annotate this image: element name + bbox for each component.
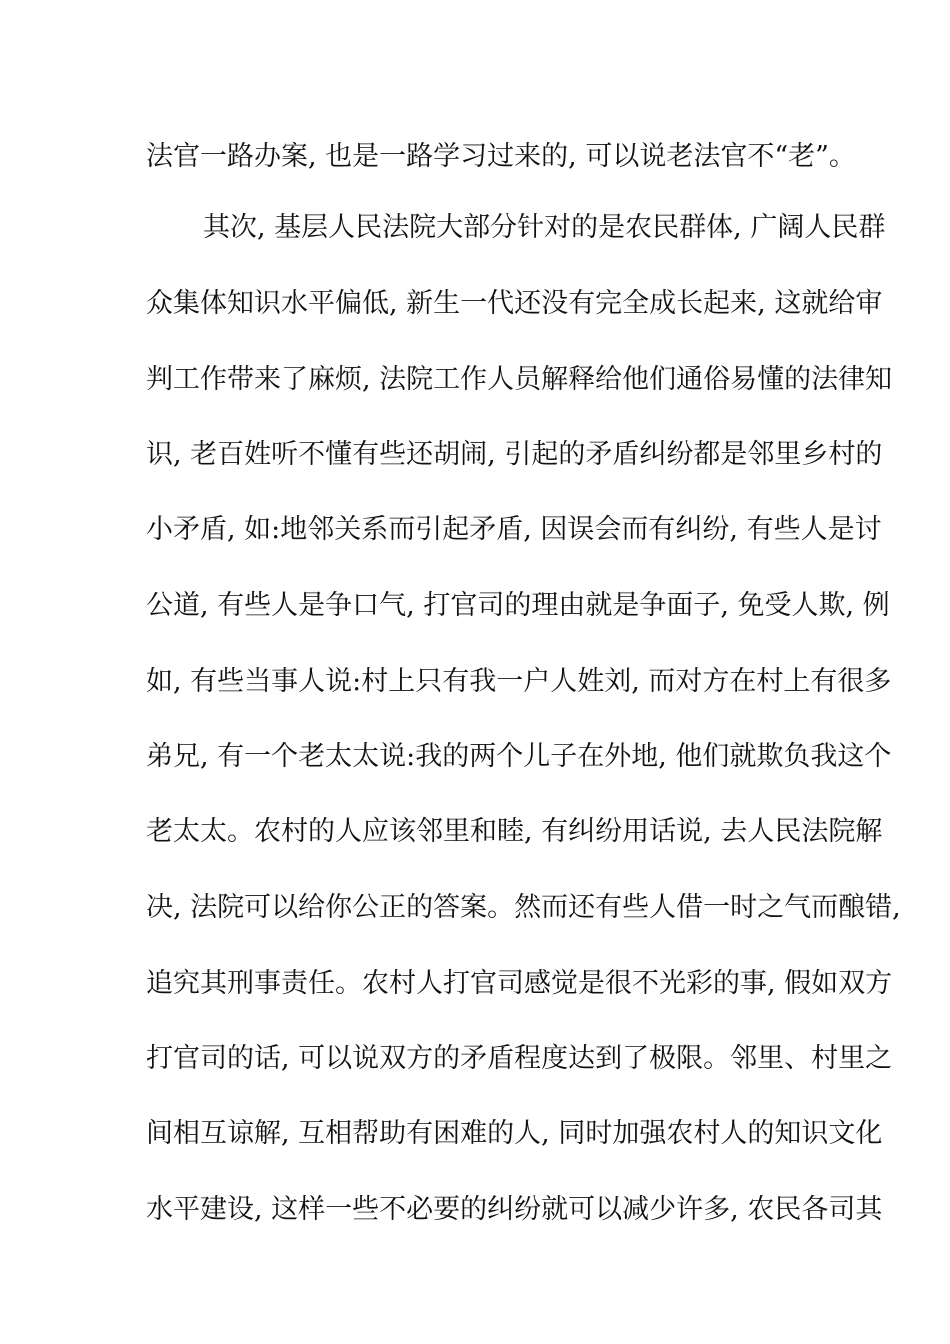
paragraph-line-13: 打官司的话, 可以说双方的矛盾程度达到了极限。邻里、村里之 [146, 1043, 893, 1074]
paragraph-line-10: 老太太。农村的人应该邻里和睦, 有纠纷用话说, 去人民法院解 [146, 816, 883, 847]
paragraph-line-14: 间相互谅解, 互相帮助有困难的人, 同时加强农村人的知识文化 [146, 1118, 883, 1149]
paragraph-line-6: 小矛盾, 如:地邻关系而引起矛盾, 因误会而有纠纷, 有些人是讨 [146, 514, 882, 545]
paragraph-line-4: 判工作带来了麻烦, 法院工作人员解释给他们通俗易懂的法律知 [146, 364, 893, 395]
paragraph-line-11: 决, 法院可以给你公正的答案。然而还有些人借一时之气而酿错, [146, 892, 901, 923]
paragraph-line-15: 水平建设, 这样一些不必要的纠纷就可以减少许多, 农民各司其 [146, 1194, 883, 1225]
paragraph-line-2: 其次, 基层人民法院大部分针对的是农民群体, 广阔人民群 [203, 212, 886, 243]
paragraph-line-1: 法官一路办案, 也是一路学习过来的, 可以说老法官不“老”。 [146, 141, 856, 172]
paragraph-line-12: 追究其刑事责任。农村人打官司感觉是很不光彩的事, 假如双方 [146, 968, 893, 999]
paragraph-line-7: 公道, 有些人是争口气, 打官司的理由就是争面子, 免受人欺, 例 [146, 590, 890, 621]
paragraph-line-3: 众集体知识水平偏低, 新生一代还没有完全成长起来, 这就给审 [146, 288, 883, 319]
paragraph-line-5: 识, 老百姓听不懂有些还胡闹, 引起的矛盾纠纷都是邻里乡村的 [146, 439, 883, 470]
paragraph-line-9: 弟兄, 有一个老太太说:我的两个儿子在外地, 他们就欺负我这个 [146, 741, 892, 772]
paragraph-line-8: 如, 有些当事人说:村上只有我一户人姓刘, 而对方在村上有很多 [146, 666, 892, 697]
